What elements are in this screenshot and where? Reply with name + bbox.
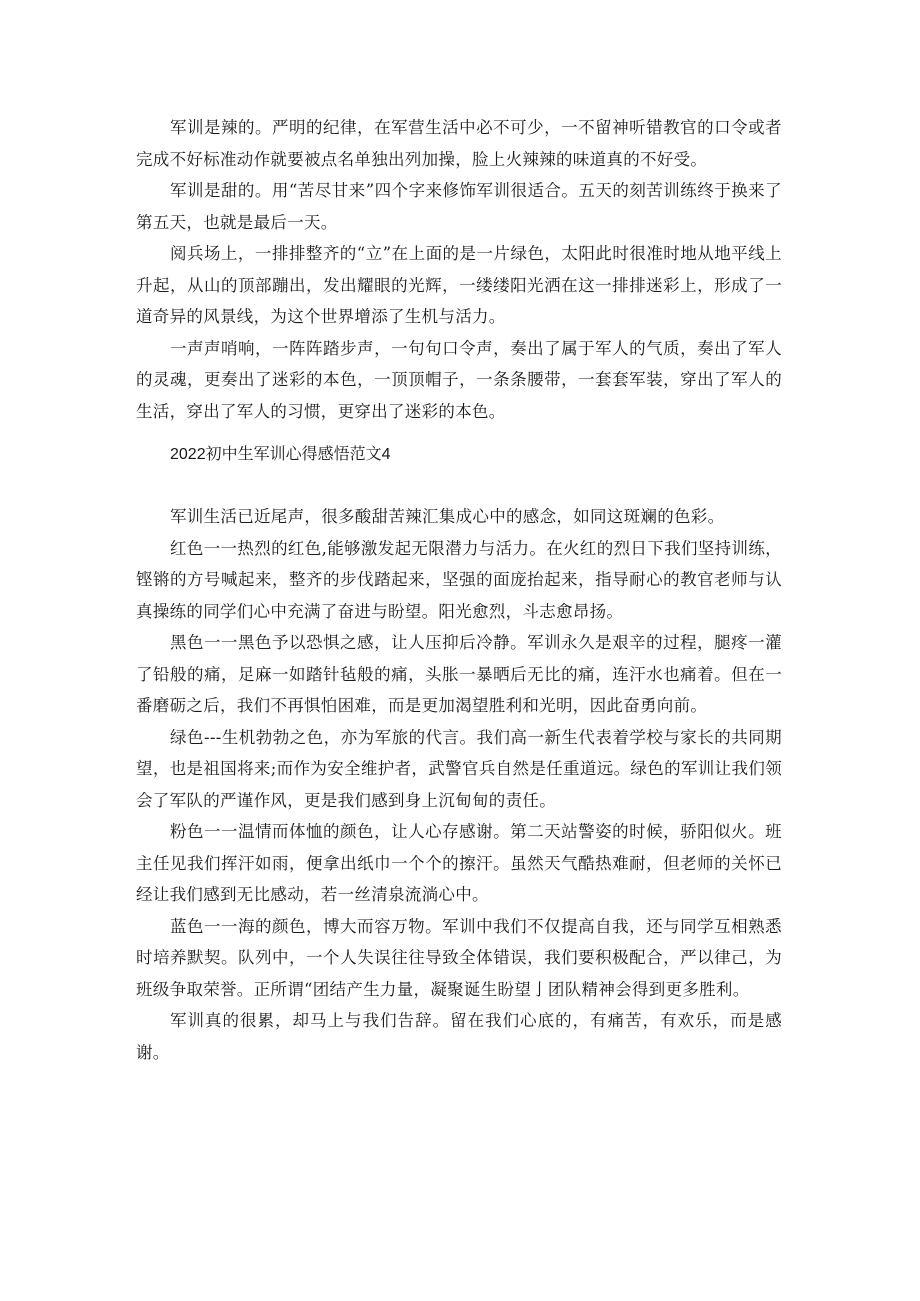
document-page bbox=[136, 112, 782, 1068]
paragraph-parade-ground: 阅兵场上，一排排整齐的“立”在上面的是一片绿色，太阳此时很准时地从地平线上升起，从山的顶部蹦出，发出耀眼的光辉，一缕缕阳光洒在这一排排迷彩上，形成了一道奇异的风景线，为这个世界增添了生机与活力。 bbox=[136, 244, 782, 326]
paragraph-intro: 军训生活已近尾声，很多酸甜苦辣汇集成心中的感念，如同这斑斓的色彩。 bbox=[170, 507, 725, 526]
paragraph-spicy: 军训是辣的。严明的纪律，在军营生活中必不可少，一不留神听错教官的口令或者完成不好标准动作就要被点名单独出列加操，脸上火辣辣的味道真的不好受。 bbox=[136, 118, 782, 169]
paragraph-closing: 军训真的很累，却马上与我们告辞。留在我们心底的，有痛苦，有欢乐，而是感谢。 bbox=[136, 1011, 782, 1062]
paragraph-red: 红色一一热烈的红色,能够激发起无限潜力与活力。在火红的烈日下我们坚持训练，铿锵的方号喊起来，整齐的步伐踏起来，坚强的面庞抬起来，指导耐心的教官老师与认真操练的同学们心中充满了奋进与盼望。阳光愈烈，斗志愈昂扬。 bbox=[136, 538, 782, 621]
paragraph-sweet: 军训是甜的。用“苦尽甘来”四个字来修饰军训很适合。五天的刻苦训练终于换来了第五天，也就是最后一天。 bbox=[136, 181, 782, 232]
paragraph-blue: 蓝色一一海的颜色，博大而容万物。军训中我们不仅提高自我，还与同学互相熟悉时培养默契。队列中，一个人失误往往导致全体错误，我们要积极配合，严以律己，为班级争取荣誉。正所谓“团结产生力量，凝聚诞生盼望亅团队精神会得到更多胜利。 bbox=[136, 916, 782, 999]
paragraph-black: 黑色一一黑色予以恐惧之感，让人压抑后冷静。军训永久是艰辛的过程，腿疼一灌了铅般的痛，足麻一如踏针毡般的痛，头胀一暴晒后无比的痛，连汗水也痛着。但在一番磨砺之后，我们不再惧怕困难，而是更加渴望胜利和光明，因此奋勇向前。 bbox=[136, 633, 782, 715]
section-heading: 2022初中生军训心得感悟范文4 bbox=[170, 446, 391, 463]
paragraph-pink: 粉色一一温情而体恤的颜色，让人心存感谢。第二天站警姿的时候，骄阳似火。班主任见我们挥汗如雨，便拿出纸巾一个个的擦汗。虽然天气酷热难耐，但老师的关怀已经让我们感到无比感动，若一丝清泉流淌心中。 bbox=[136, 822, 782, 904]
paragraph-green: 绿色---生机勃勃之色，亦为军旅的代言。我们高一新生代表着学校与家长的共同期望，也是祖国将来;而作为安全维护者，武警官兵自然是任重道远。绿色的军训让我们领会了军队的严谨作风，更是我们感到身上沉甸甸的责任。 bbox=[136, 727, 782, 810]
paragraph-whistles: 一声声哨响，一阵阵踏步声，一句句口令声，奏出了属于军人的气质，奏出了军人的灵魂，更奏出了迷彩的本色，一顶顶帽子，一条条腰带，一套套军装，穿出了军人的生活，穿出了军人的习惯，更穿出了迷彩的本色。 bbox=[136, 338, 782, 421]
